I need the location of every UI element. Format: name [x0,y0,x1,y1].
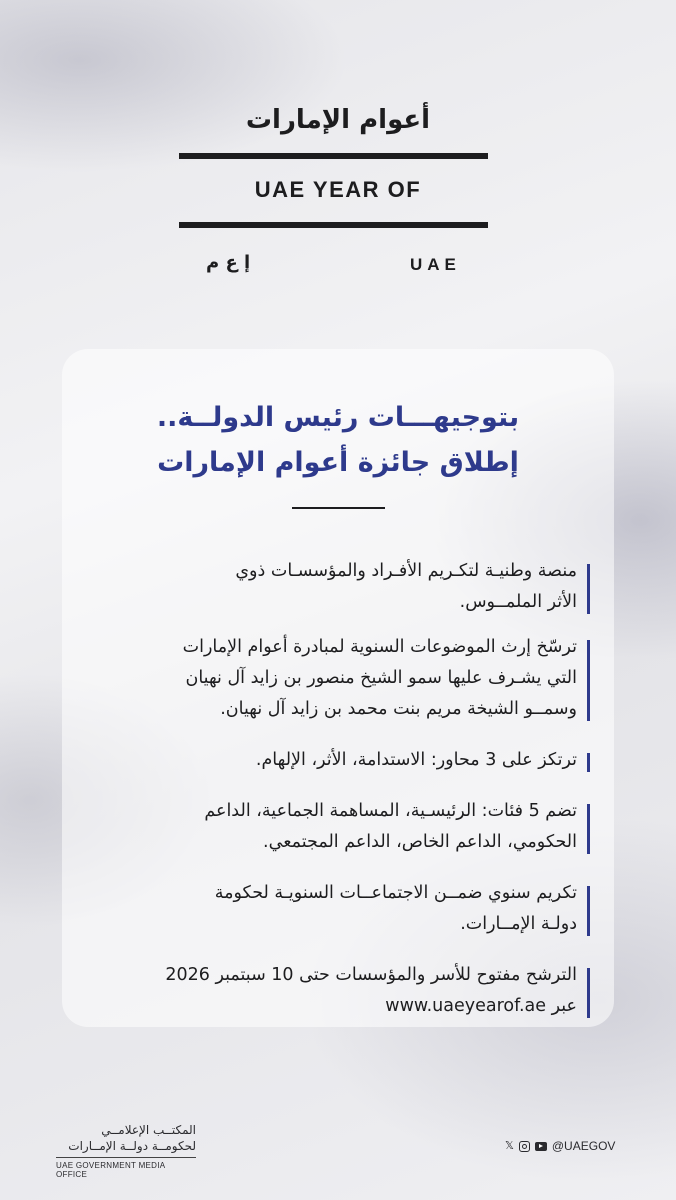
social-links [505,1139,615,1153]
item-text-line: عبر www.uaeyearof.ae [385,996,577,1016]
instagram-icon[interactable] [519,1141,530,1152]
header [0,0,676,300]
item-text-line: الأثر الملمــوس. [459,592,577,612]
card-title-line-2: إطلاق جائزة أعوام الإمارات [157,447,519,478]
bullet-bar [587,564,590,614]
bullet-bar [587,804,590,854]
x-icon[interactable]: 𝕏 [505,1140,514,1152]
list-item [100,745,590,776]
logo-english: UAE GOVERNMENT MEDIA OFFICE [56,1161,165,1179]
item-text-line: التي يشـرف عليها سمو الشيخ منصور بن زايد آل نهيان [185,668,577,688]
item-text-line: الترشح مفتوح للأسر والمؤسسات حتى 10 سبتمبر 2026 [165,965,577,985]
bullet-list [100,556,590,1042]
header-abbr-arabic: إ ع م [206,252,251,273]
list-item [100,556,590,618]
item-text-line: تضم 5 فئات: الرئيسـية، المساهمة الجماعية، الداعم [204,801,577,821]
header-title-english: UAE YEAR OF [254,177,422,202]
header-title-arabic: أعوام الإمارات [245,105,431,135]
header-divider-bottom [179,222,488,228]
list-item [100,878,590,940]
card-title-line-1: بتوجيهـــات رئيس الدولــة.. [156,402,520,433]
bullet-bar [587,753,590,772]
logo-arabic-line-2: لحكومــة دولــة الإمــارات [68,1139,196,1153]
header-abbr-english: UAE [410,255,461,274]
media-office-logo [56,1122,196,1179]
list-item [100,960,590,1022]
item-text-line: تكريم سنوي ضمــن الاجتماعــات السنويـة لحكومة [214,883,577,903]
title-divider [292,507,385,509]
bullet-bar [587,640,590,721]
logo-divider [56,1157,196,1158]
item-text-line: منصة وطنيـة لتكـريم الأفـراد والمؤسسـات ذوي [235,561,577,581]
bullet-bar [587,968,590,1018]
bullet-bar [587,886,590,936]
card-title [0,395,676,485]
social-handle[interactable]: @UAEGOV [551,1139,616,1153]
youtube-icon[interactable] [535,1142,547,1151]
item-text-line: وسمــو الشيخة مريم بنت محمد بن زايد آل نهيان. [220,699,577,719]
item-text-line: الحكومي، الداعم الخاص، الداعم المجتمعي. [263,832,577,852]
item-text-line: دولـة الإمــارات. [460,914,577,934]
logo-arabic-line-1: المكتــب الإعلامــي [101,1123,196,1137]
list-item [100,796,590,858]
item-text-line: ترسّخ إرث الموضوعات السنوية لمبادرة أعوام الإمارات [182,637,577,657]
item-text-line: ترتكز على 3 محاور: الاستدامة، الأثر، الإلهام. [255,750,577,770]
header-divider-top [179,153,488,159]
list-item [100,632,590,725]
